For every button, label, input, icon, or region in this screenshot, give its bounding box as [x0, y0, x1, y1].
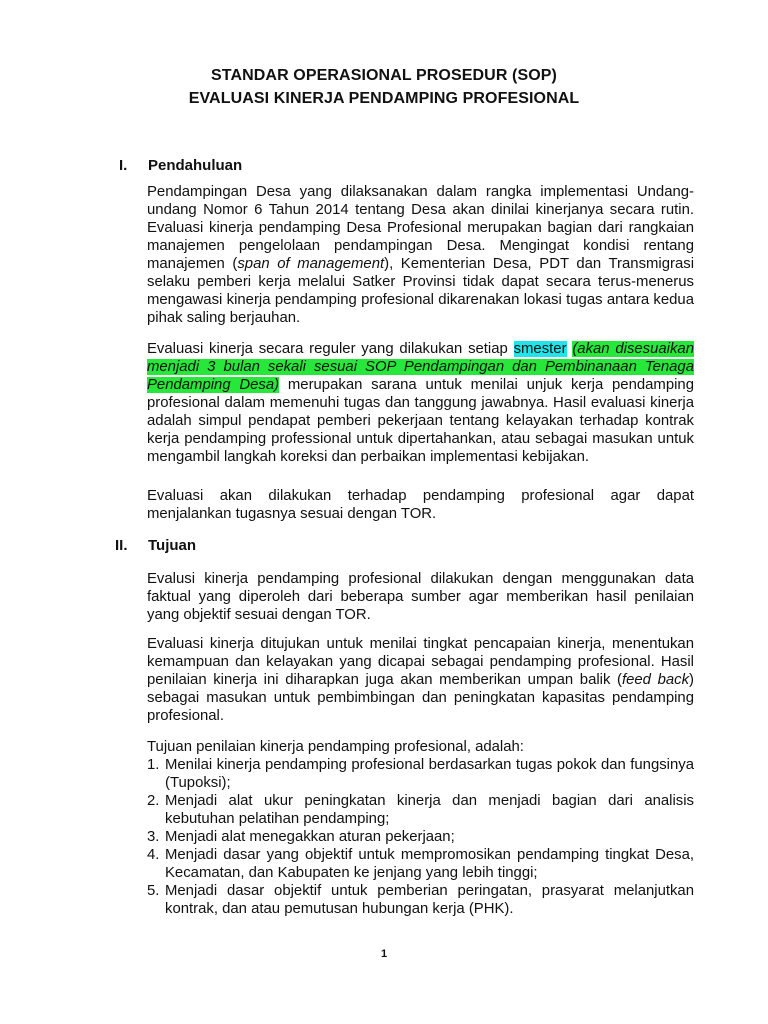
list-item: 2. Menjadi alat ukur peningkatan kinerja dan menjadi bagian dari analisis kebutuhan pelatihan pendamping;: [147, 793, 694, 827]
italic-term: span of management: [237, 256, 385, 272]
document-subtitle: EVALUASI KINERJA PENDAMPING PROFESIONAL: [188, 90, 580, 107]
section-number: II.: [115, 537, 128, 554]
list-intro: Tujuan penilaian kinerja pendamping profesional, adalah:: [147, 739, 524, 755]
page-number: 1: [380, 948, 388, 960]
paragraph-evaluasi-tujuan: Evaluasi kinerja ditujukan untuk menilai tingkat pencapaian kinerja, menentukan kemampuan dan kelayakan yang dicapai sebagai pendamping profesional. Hasil penilaian kinerja ini diharapkan juga akan memberikan umpan balik (feed back) sebagai masukan untuk pembimbingan dan peningkatan kapasitas pendamping profesional.: [147, 636, 694, 724]
italic-term: feed back: [621, 672, 690, 688]
paragraph-tor: Evaluasi akan dilakukan terhadap pendamping profesional agar dapat menjalankan tugasnya sesuai dengan TOR.: [147, 488, 694, 522]
section-title: Pendahuluan: [148, 157, 243, 174]
highlight-green: (akan disesuaikan menjadi 3 bulan sekali sesuai SOP Pendampingan dan Pembinanaan Tenaga Pendamping Desa): [147, 341, 694, 393]
list-item: 3. Menjadi alat menegakkan aturan pekerjaan;: [147, 829, 455, 845]
paragraph-evaluation: Evaluasi kinerja secara reguler yang dilakukan setiap smester (akan disesuaikan menjadi 3 bulan sekali sesuai SOP Pendampingan dan Pembinanaan Tenaga Pendamping Desa) merupakan sarana untuk menilai unjuk kerja pendamping profesional dalam memenuhi tugas dan tanggung jawabnya. Hasil evaluasi kinerja adalah simpul pendapat pemberi pekerjaan tentang kelayakan terhadap kontrak kerja pendamping professional untuk dipertahankan, atau sebagai masukan untuk mengambil langkah koreksi dan perbaikan implementasi kebijakan.: [147, 341, 694, 465]
section-number: I.: [119, 157, 128, 174]
list-item: 5. Menjadi dasar objektif untuk pemberian peringatan, prasyarat melanjutkan kontrak, dan atau pemutusan hubungan kerja (PHK).: [147, 883, 694, 917]
highlight-cyan: smester: [513, 341, 567, 357]
list-item: 4. Menjadi dasar yang objektif untuk mempromosikan pendamping tingkat Desa, Kecamatan, dan Kabupaten ke jenjang yang lebih tinggi;: [147, 847, 694, 881]
list-item: 1. Menilai kinerja pendamping profesional berdasarkan tugas pokok dan fungsinya (Tupoksi);: [147, 757, 694, 791]
paragraph-intro: Pendampingan Desa yang dilaksanakan dalam rangka implementasi Undang-undang Nomor 6 Tahun 2014 tentang Desa akan dinilai kinerjanya secara rutin. Evaluasi kinerja pendamping Desa Profesional merupakan bagian dari rangkaian manajemen pengelolaan pendampingan Desa. Mengingat kondisi rentang manajemen (span of management), Kementerian Desa, PDT dan Transmigrasi selaku pemberi kerja melalui Satker Provinsi tidak dapat secara terus-menerus mengawasi kinerja pendamping profesional dikarenakan lokasi tugas antara kedua pihak saling berjauhan.: [147, 184, 694, 326]
document-title: STANDAR OPERASIONAL PROSEDUR (SOP): [211, 67, 557, 84]
objectives-list: [147, 756, 694, 918]
section-title: Tujuan: [148, 537, 197, 554]
paragraph-evaluasi-data: Evalusi kinerja pendamping profesional dilakukan dengan menggunakan data faktual yang diperoleh dari beberapa sumber agar memberikan hasil penilaian yang objektif sesuai dengan TOR.: [147, 571, 694, 623]
